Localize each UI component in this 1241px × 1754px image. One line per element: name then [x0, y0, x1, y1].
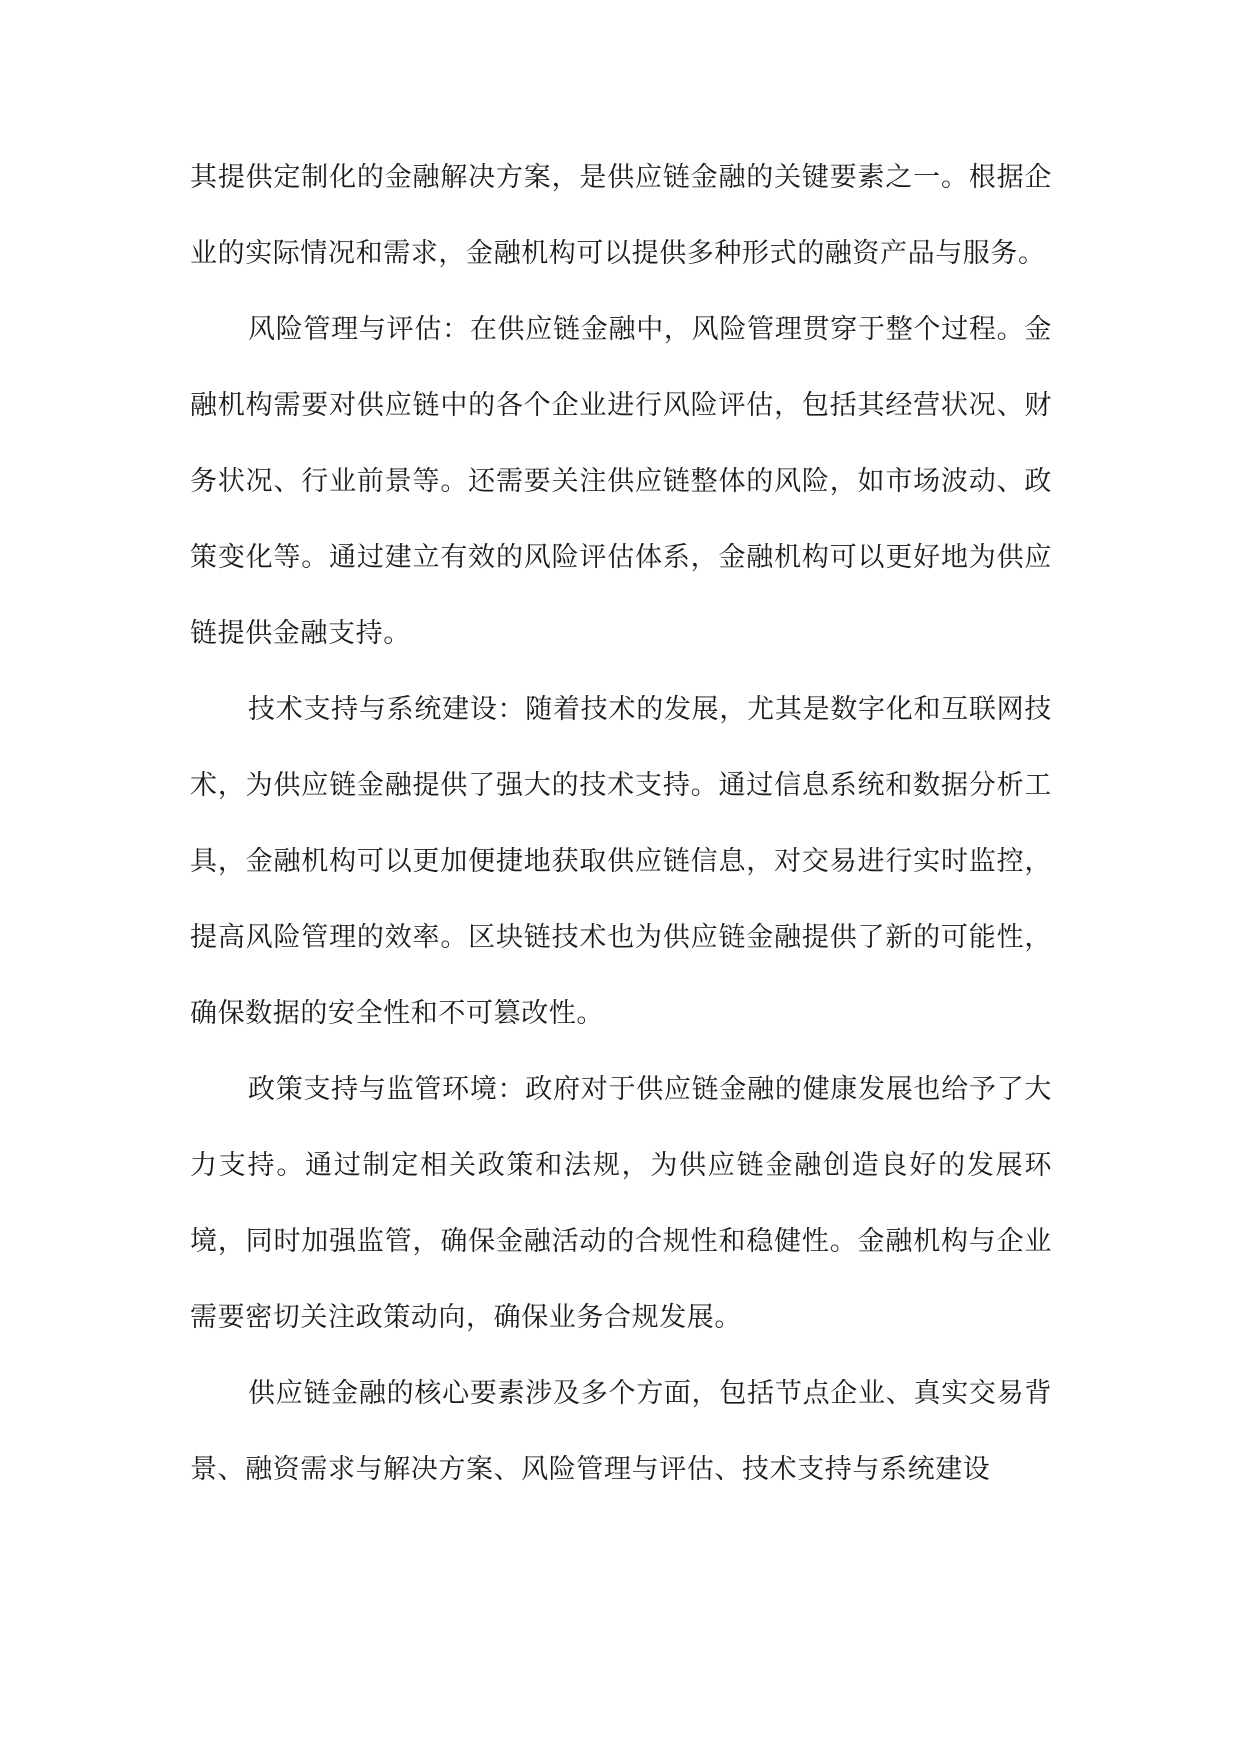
paragraph-technology-support: 技术支持与系统建设：随着技术的发展，尤其是数字化和互联网技术，为供应链金融提供了强大的技术支持。通过信息系统和数据分析工具，金融机构可以更加便捷地获取供应链信息，对交易进行实时监控，提高风险管理的效率。区块链技术也为供应链金融提供了新的可能性，确保数据的安全性和不可篡改性。 [190, 694, 1052, 1029]
document-body [190, 140, 1052, 1508]
paragraph-core-elements-summary: 供应链金融的核心要素涉及多个方面，包括节点企业、真实交易背景、融资需求与解决方案、风险管理与评估、技术支持与系统建设 [190, 1378, 1052, 1485]
paragraph-risk-management: 风险管理与评估：在供应链金融中，风险管理贯穿于整个过程。金融机构需要对供应链中的各个企业进行风险评估，包括其经营状况、财务状况、行业前景等。还需要关注供应链整体的风险，如市场波动、政策变化等。通过建立有效的风险评估体系，金融机构可以更好地为供应链提供金融支持。 [190, 314, 1052, 649]
paragraph-policy-support: 政策支持与监管环境：政府对于供应链金融的健康发展也给予了大力支持。通过制定相关政策和法规，为供应链金融创造良好的发展环境，同时加强监管，确保金融活动的合规性和稳健性。金融机构与企业需要密切关注政策动向，确保业务合规发展。 [190, 1074, 1052, 1333]
paragraph-solutions-continued: 其提供定制化的金融解决方案，是供应链金融的关键要素之一。根据企业的实际情况和需求，金融机构可以提供多种形式的融资产品与服务。 [190, 162, 1052, 269]
